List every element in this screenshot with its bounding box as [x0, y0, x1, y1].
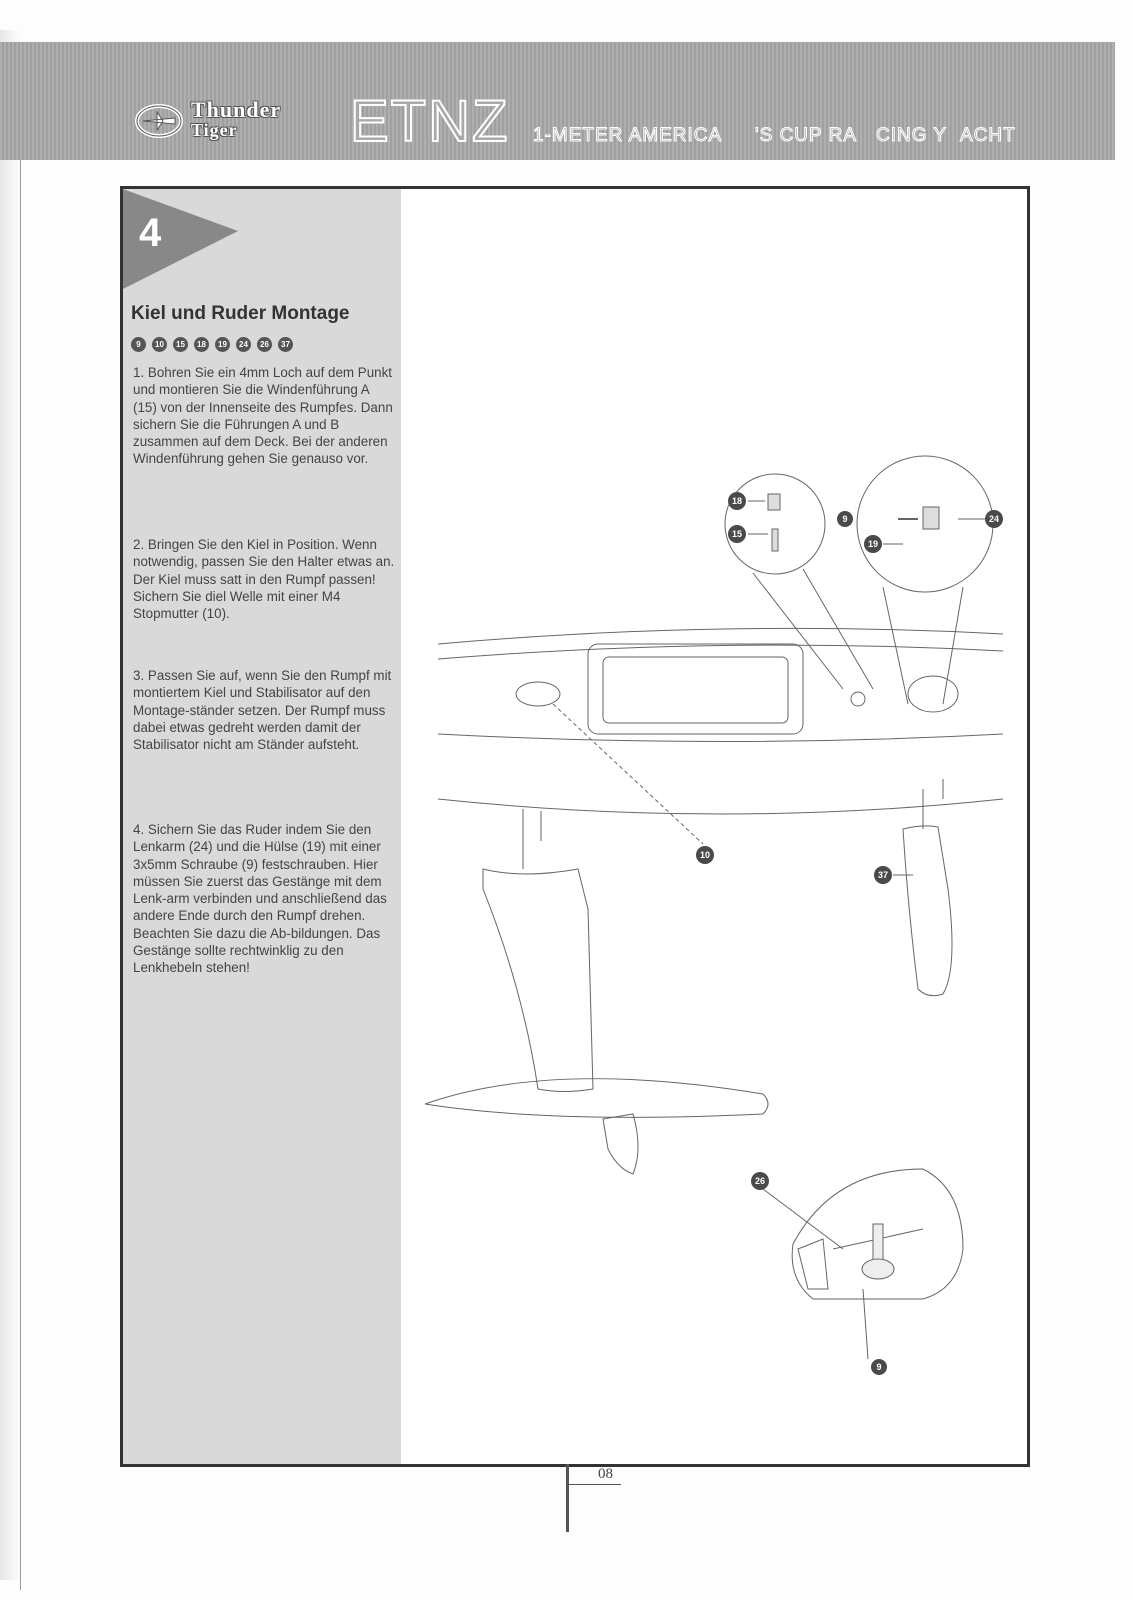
page-number-bar [566, 1464, 569, 1532]
rudder-post-well [908, 676, 958, 712]
callout-19 [864, 535, 882, 553]
page-spine-shadow [0, 30, 22, 1580]
keel-fin [483, 869, 593, 1092]
instruction-sidebar [123, 189, 401, 1464]
svg-text:15: 15 [731, 529, 743, 539]
part-badge: 19 [215, 337, 230, 352]
svg-text:37: 37 [877, 870, 889, 880]
instruction-step-1: 1. Bohren Sie ein 4mm Loch auf dem Punkt und montieren Sie die Windenführung A (15) von der Innenseite des Rumpfes. Dann sichern Sie die Führungen A und B zusammen auf dem Deck. Bei der anderen Windenführung gehen Sie genauso vor. [133, 365, 393, 467]
section-title: Kiel und Ruder Montage [131, 303, 350, 324]
plane-logo-icon [135, 104, 183, 138]
page-spine-line [20, 150, 21, 1590]
instruction-step-4: 4. Sichern Sie das Ruder indem Sie den Lenkarm (24) und die Hülse (19) mit einer 3x5mm Schraube (9) festschrauben. Hier müssen Sie zuerst das Gestänge mit dem Lenk-arm verbinden und anschließend das andere Ende durch den Rumpf drehen. Beachten Sie dazu die Ab-bildungen. Das Gestänge sollte rechtwinklig zu den Lenkhebeln stehen! [133, 822, 387, 976]
step-number: 4 [139, 211, 162, 255]
tagline-part-1: 1-METER AMERICA [533, 125, 723, 146]
callout-37 [874, 866, 892, 884]
page-number-underline [569, 1484, 621, 1485]
part-badge: 24 [236, 337, 251, 352]
keel-bulb [425, 1079, 768, 1118]
svg-text:19: 19 [867, 539, 879, 549]
tagline-part-2: 'S CUP RA [755, 125, 858, 146]
instruction-step-2: 2. Bringen Sie den Kiel in Position. Wenn notwendig, passen Sie den Halter etwas an. Der Kiel muss satt in den Rumpf passen! Sichern Sie diel Welle mit einer M4 Stopmutter (10). [133, 537, 395, 622]
rudder-blade [903, 826, 952, 996]
svg-text:24: 24 [988, 514, 1000, 524]
instruction-step-3: 3. Passen Sie auf, wenn Sie den Rumpf mit montiertem Kiel und Stabilisator auf den Montage-ständer setzen. Der Rumpf muss dabei etwas gedreht werden damit der Stabilisator nicht am Ständer aufsteht. [133, 668, 392, 753]
part-badge: 18 [194, 337, 209, 352]
callout-9-top [837, 511, 853, 527]
brand-logo [135, 97, 315, 150]
part-badge: 9 [131, 337, 146, 352]
svg-text:10: 10 [699, 850, 711, 860]
page-number: 08 [598, 1466, 613, 1482]
callout-15 [728, 525, 746, 543]
tagline-part-4: ACHT [960, 125, 1016, 146]
parts-list [131, 337, 293, 352]
callout-18 [728, 492, 746, 510]
callout-9-bottom [871, 1359, 887, 1375]
callout-24 [985, 510, 1003, 528]
instruction-frame [120, 186, 1030, 1467]
callout-10 [696, 846, 714, 864]
part-badge: 37 [278, 337, 293, 352]
part-badge: 10 [152, 337, 167, 352]
brand-name-line2: Tiger [191, 120, 238, 140]
svg-text:18: 18 [731, 496, 743, 506]
tagline-part-3: CING Y [876, 125, 948, 146]
part-badge: 15 [173, 337, 188, 352]
assembly-drawing [403, 189, 1027, 1464]
svg-text:9: 9 [876, 1362, 882, 1372]
brand-name-line1: Thunder [191, 97, 282, 122]
svg-text:9: 9 [842, 514, 848, 524]
model-name: ETNZ [350, 89, 510, 154]
mast-step [516, 682, 560, 706]
part-badge: 26 [257, 337, 272, 352]
svg-text:26: 26 [754, 1176, 766, 1186]
callout-26 [751, 1172, 769, 1190]
detail-circle-winch-guide [725, 474, 825, 574]
